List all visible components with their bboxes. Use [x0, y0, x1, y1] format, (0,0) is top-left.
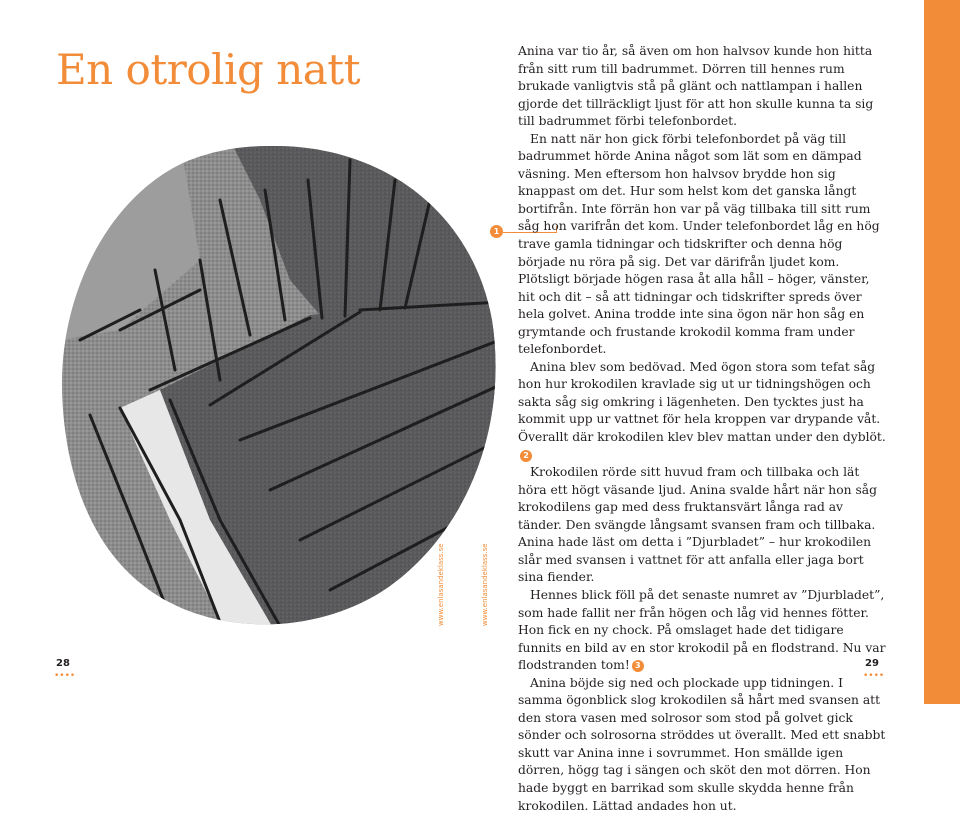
paragraph-4: Krokodilen rörde sitt huvud fram och tillbaka och lät höra ett högt väsande ljud. Anina svalde hårt när hon såg krokodilens gap med dess fruktansvärt långa rad av tänder. Den svängde långsamt svansen fram och tillbaka. Anina hade läst om detta i ”Djurbladet” – hur krokodilen slår med svansen i vattnet för att anfalla eller jaga bort sina fiender.: [518, 465, 877, 585]
paragraph-3: [518, 359, 890, 464]
page-edge-bar: [924, 0, 960, 704]
paragraph-1: Anina var tio år, så även om hon halvsov kunde hon hitta från sitt rum till badrummet. Dörren till hennes rum brukade vanligtvis stå på glänt och nattlampan i hallen gjorde det tillräckligt ljust för att hon skulle kunna ta sig till badrummet förbi telefonbordet.: [518, 44, 874, 129]
paragraph-6: Anina böjde sig ned och plockade upp tidningen. I samma ögonblick slog krokodilen så hårt med svansen att den stora vasen med solrosor som stod på golvet gick sönder och solrosorna ströddes ut överallt. Med ett snabbt skutt var Anina inne i sovrummet. Hon smällde igen dörren, högg tag i sängen och sköt den mot dörren. Hon hade byggt en barrikad som skulle skydda henne från krokodilen. Lättad andades hon ut.: [518, 675, 886, 813]
page-dots-left: ••••: [54, 671, 76, 681]
page-number-right: 29: [865, 658, 879, 669]
page-title: En otrolig natt: [56, 45, 361, 94]
marker-1-badge: 1: [490, 225, 503, 238]
website-url-right: www.enlasandeklass.se: [481, 543, 489, 626]
paragraph-2: En natt när hon gick förbi telefonbordet på väg till badrummet hörde Anina något som lät som en dämpad väsning. Men eftersom hon halvsov brydde hon sig knappast om det. Hur som helst kom det ganska långt bortifrån. Inte förrän hon var på väg tillbaka till sitt rum såg hon varifrån det kom. Under telefonbordet låg en hög trave gamla tidningar och tidskrifter och denna hög började nu röra på sig. Det var därifrån ljudet kom. Plötsligt började högen rasa åt alla håll – höger, vänster, hit och dit – så att tidningar och tidskrifter spreds över hela golvet. Anina trodde inte sina ögon när hon såg en grymtande och frustande krokodil komma fram under telefonbordet.: [518, 131, 880, 357]
paragraph-5: [518, 587, 890, 675]
story-text: [518, 43, 890, 815]
marker-2-badge: 2: [520, 450, 532, 462]
paragraph-5-text: Hennes blick föll på det senaste numret av ”Djurbladet”, som hade fallit ner från högen och låg vid hennes fötter. Hon fick en ny chock. På omslaget hade det tidigare funnits en bild av en stor krokodil på en flodstrand. Nu var flodstranden tom!: [518, 587, 886, 673]
page-number-left: 28: [56, 658, 70, 669]
crocodile-hallway-woodcut-illustration: [60, 140, 500, 640]
paragraph-3-text: Anina blev som bedövad. Med ögon stora som tefat såg hon hur krokodilen kravlade sig ut ur tidningshögen och sakta såg sig omkring i lägenheten. Den tycktes just ha kommit upp ur vattnet för hela kroppen var drypande våt. Överallt där krokodilen klev blev mattan under den dyblöt.: [518, 359, 886, 445]
marker-3-badge: 3: [632, 660, 644, 672]
page-dots-right: ••••: [863, 671, 885, 681]
website-url-left: www.enlasandeklass.se: [437, 543, 445, 626]
